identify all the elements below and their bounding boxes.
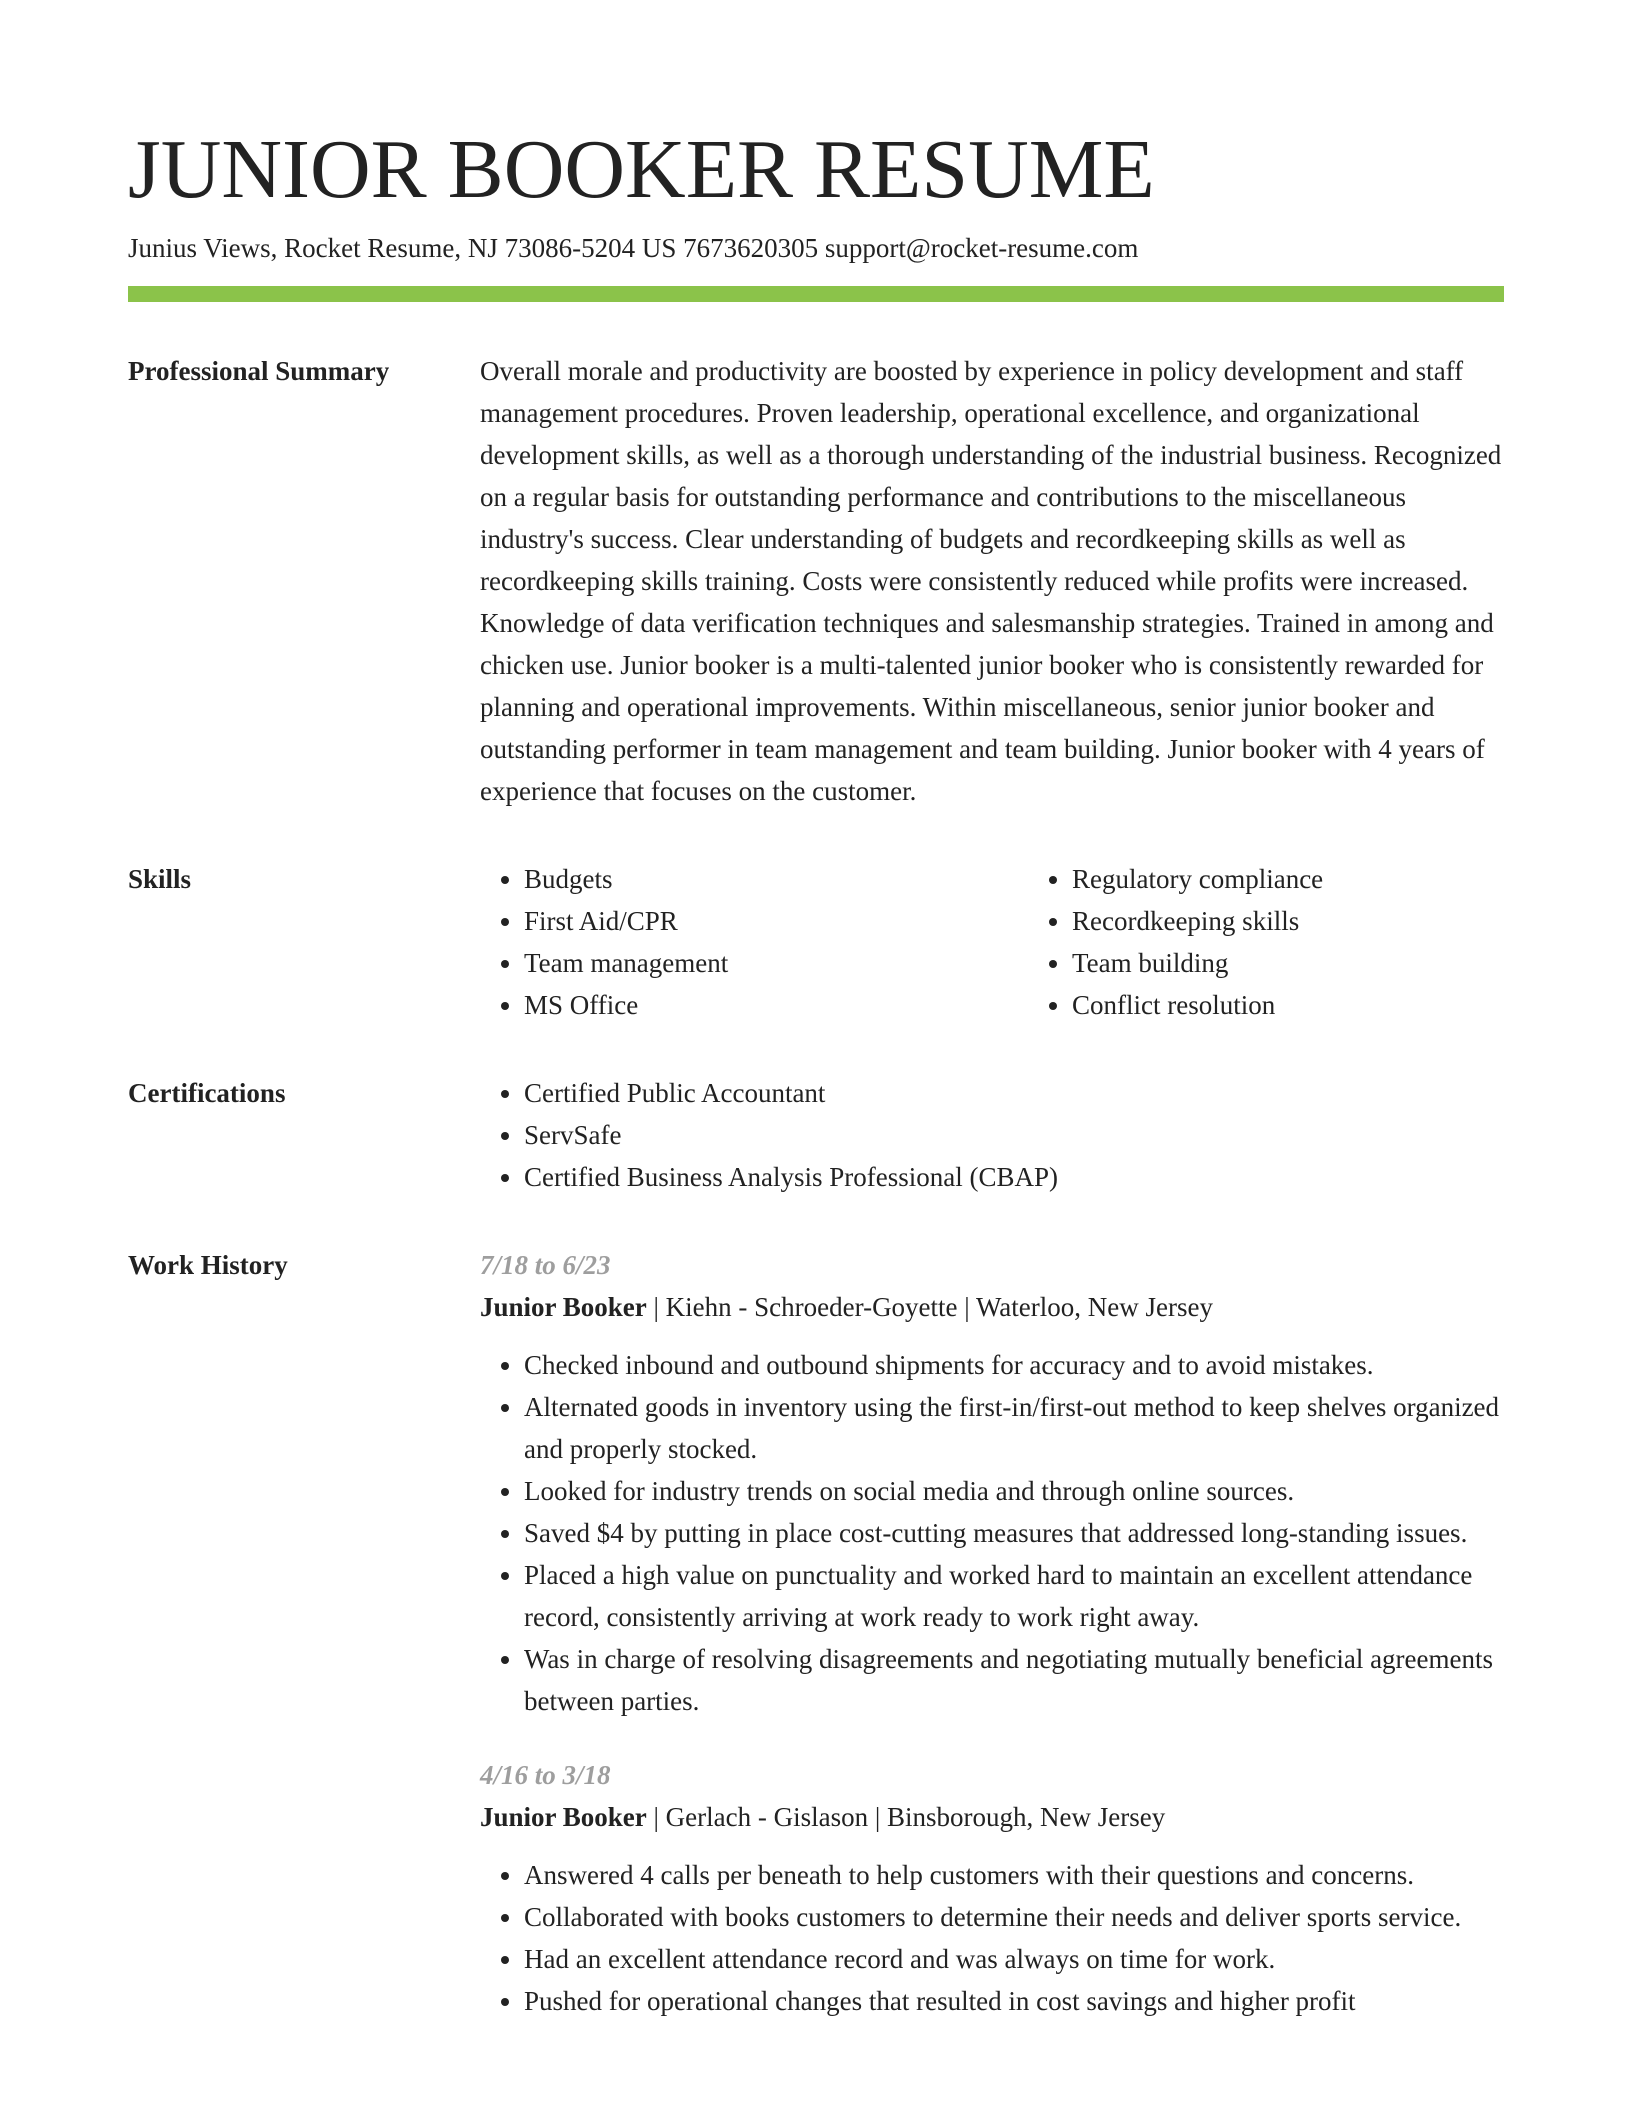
certification-item: • ServSafe — [524, 1114, 1504, 1156]
certifications-label: Certifications — [128, 1078, 286, 1108]
job-entry — [480, 1244, 1504, 1722]
job-bullet: • Checked inbound and outbound shipments for accuracy and to avoid mistakes. — [524, 1344, 1504, 1386]
skill-item: • First Aid/CPR — [524, 900, 1028, 942]
skills-section — [128, 858, 1504, 1026]
job-bullets — [480, 1344, 1504, 1722]
skill-item: • MS Office — [524, 984, 1028, 1026]
job-entry — [480, 1754, 1504, 2022]
job-dates: 4/16 to 3/18 — [480, 1760, 611, 1790]
certification-item: • Certified Public Accountant — [524, 1072, 1504, 1114]
skill-item: • Budgets — [524, 858, 1028, 900]
skills-list-left — [480, 858, 1028, 1026]
certifications-list — [480, 1072, 1504, 1198]
job-bullets — [480, 1854, 1504, 2022]
job-dates: 7/18 to 6/23 — [480, 1250, 611, 1280]
job-bullet: • Saved $4 by putting in place cost-cutting measures that addressed long-standing issues. — [524, 1512, 1504, 1554]
job-details: | Gerlach - Gislason | Binsborough, New Jersey — [646, 1802, 1166, 1832]
contact-line: Junius Views, Rocket Resume, NJ 73086-5204 US 7673620305 support@rocket-resume.com — [128, 233, 1139, 263]
skill-item: • Team building — [1072, 942, 1576, 984]
certification-item: • Certified Business Analysis Professional (CBAP) — [524, 1156, 1504, 1198]
summary-label: Professional Summary — [128, 356, 390, 386]
resume-title: JUNIOR BOOKER RESUME — [128, 123, 1155, 216]
job-bullet: • Answered 4 calls per beneath to help customers with their questions and concerns. — [524, 1854, 1504, 1896]
certifications-content — [480, 1072, 1504, 1198]
job-bullet: • Was in charge of resolving disagreements and negotiating mutually beneficial agreements between parties. — [524, 1638, 1504, 1722]
job-bullet: • Placed a high value on punctuality and worked hard to maintain an excellent attendance record, consistently arriving at work ready to work right away. — [524, 1554, 1504, 1638]
resume-page — [128, 0, 1504, 2022]
job-title-line — [480, 1796, 1504, 1838]
job-bullet: • Alternated goods in inventory using the first-in/first-out method to keep shelves organized and properly stocked. — [524, 1386, 1504, 1470]
work-history-content — [480, 1244, 1504, 2022]
work-history-label: Work History — [128, 1250, 288, 1280]
summary-content — [480, 350, 1504, 812]
job-bullet: • Collaborated with books customers to determine their needs and deliver sports service. — [524, 1896, 1504, 1938]
skill-item: • Conflict resolution — [1072, 984, 1576, 1026]
job-title-line — [480, 1286, 1504, 1328]
certifications-section — [128, 1072, 1504, 1198]
skills-content — [480, 858, 1576, 1026]
skill-item: • Recordkeeping skills — [1072, 900, 1576, 942]
skills-list-right — [1028, 858, 1576, 1026]
work-history-section — [128, 1244, 1504, 2022]
job-details: | Kiehn - Schroeder-Goyette | Waterloo, New Jersey — [646, 1292, 1213, 1322]
job-bullet: • Had an excellent attendance record and was always on time for work. — [524, 1938, 1504, 1980]
job-bullet: • Pushed for operational changes that resulted in cost savings and higher profit — [524, 1980, 1504, 2022]
skill-item: • Regulatory compliance — [1072, 858, 1576, 900]
summary-text: Overall morale and productivity are boosted by experience in policy development and staff management procedures. Proven leadership, operational excellence, and organizational development skills, as well as a thorough understanding of the industrial business. Recognized on a regular basis for outstanding performance and contributions to the miscellaneous industry's success. Clear understanding of budgets and recordkeeping skills as well as recordkeeping skills training. Costs were consistently reduced while profits were increased. Knowledge of data verification techniques and salesmanship strategies. Trained in among and chicken use. Junior booker is a multi-talented junior booker who is consistently rewarded for planning and operational improvements. Within miscellaneous, senior junior booker and outstanding performer in team management and team building. Junior booker with 4 years of experience that focuses on the customer. — [480, 356, 1502, 806]
header-divider — [128, 286, 1504, 302]
skills-label: Skills — [128, 864, 192, 894]
skill-item: • Team management — [524, 942, 1028, 984]
summary-section — [128, 350, 1504, 812]
job-bullet: • Looked for industry trends on social media and through online sources. — [524, 1470, 1504, 1512]
job-title: Junior Booker — [480, 1292, 647, 1322]
job-title: Junior Booker — [480, 1802, 647, 1832]
